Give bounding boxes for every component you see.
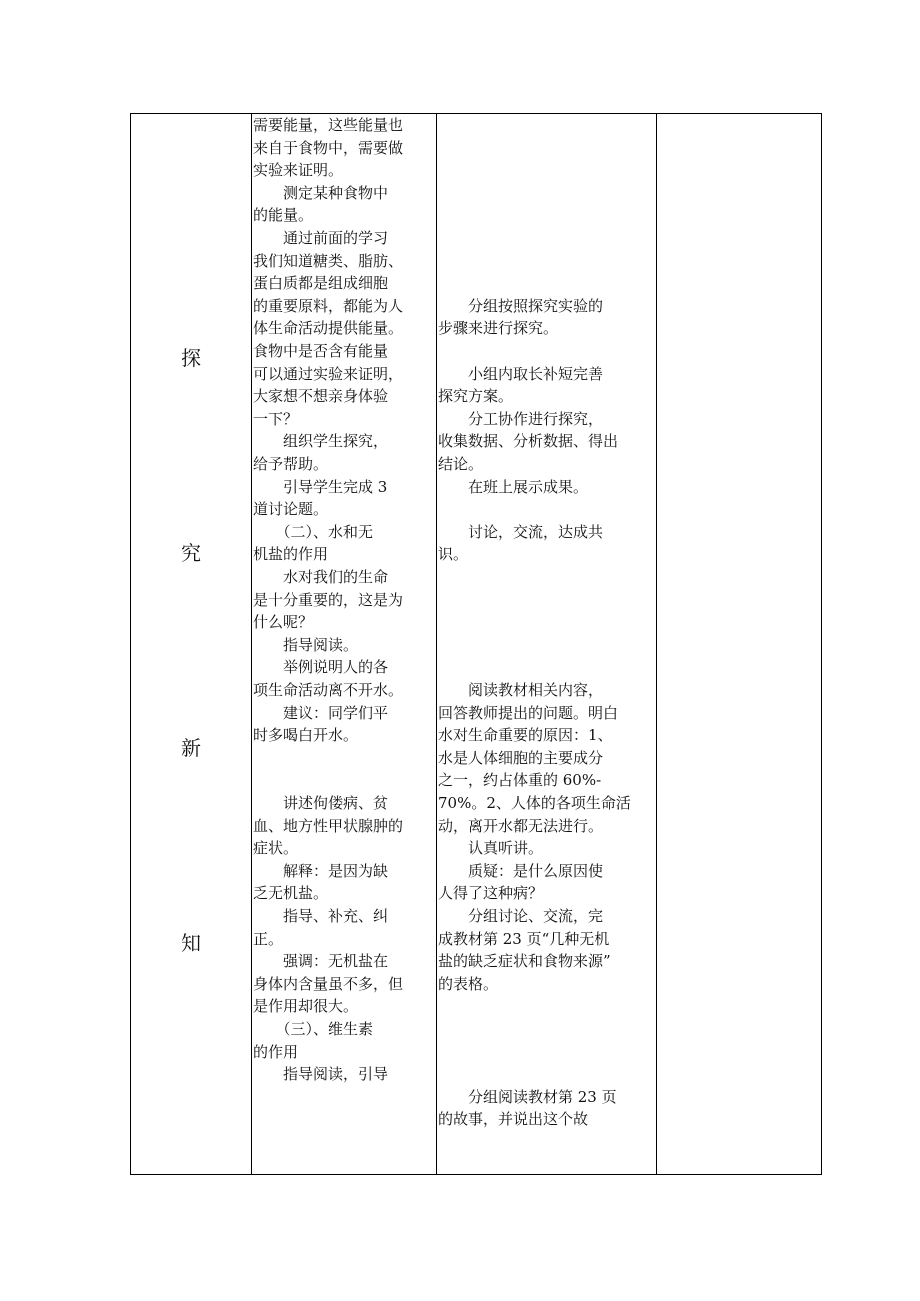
teacher-text-line: 建议：同学们平	[253, 703, 389, 722]
teacher-text-line: 的作用	[253, 1042, 299, 1061]
student-text-line: 分组讨论、交流，完	[438, 907, 604, 925]
teacher-text-line: 时多喝白开水。	[253, 726, 359, 745]
teacher-text-line: 引导学生完成 3	[253, 477, 388, 496]
student-text-line: 分工协作进行探究，	[438, 409, 604, 428]
teacher-activity-column	[252, 114, 436, 1174]
teacher-text-line: 项生命活动离不开水。	[253, 681, 404, 699]
student-text-line: 水对生命重要的原因：1、	[438, 726, 613, 745]
teacher-text-line: 指导阅读，引导	[253, 1065, 389, 1084]
teacher-text-line: 举例说明人的各	[253, 658, 389, 677]
teacher-text-line: 实验来证明。	[253, 161, 344, 180]
teacher-text-line: 血、地方性甲状腺肿的	[253, 816, 404, 835]
teacher-text-line: 蛋白质都是组成细胞	[253, 274, 389, 293]
teacher-text-line: 大家想不想亲身体验	[253, 387, 389, 406]
student-text-line: 回答教师提出的问题。明白	[438, 703, 619, 722]
teacher-text-line: 正。	[253, 929, 284, 948]
teacher-text-line: 强调：无机盐在	[253, 952, 389, 971]
teacher-text-line: 机盐的作用	[253, 545, 329, 564]
teacher-text-line: 解释：是因为缺	[253, 861, 389, 880]
student-text-line: 认真听讲。	[438, 839, 544, 858]
teacher-text-line: 是十分重要的，这是为	[253, 590, 404, 609]
teacher-text-line: 是作用却很大。	[253, 997, 359, 1016]
student-text-line: 水是人体细胞的主要成分	[438, 748, 604, 767]
student-text-line: 讨论，交流，达成共	[438, 522, 604, 541]
teacher-text-line: 测定某种食物中	[253, 183, 389, 202]
teacher-text-line: 通过前面的学习	[253, 229, 389, 247]
student-text-line: 的表格。	[438, 974, 499, 993]
student-text-line: 质疑：是什么原因使	[438, 861, 604, 880]
student-text-line: 人得了这种病？	[438, 884, 544, 903]
teacher-text-line: 给予帮助。	[253, 455, 329, 473]
student-text-line: 阅读教材相关内容，	[438, 681, 604, 699]
student-text-line: 识。	[438, 545, 469, 564]
teacher-text-line: 食物中是否含有能量	[253, 342, 389, 360]
stage-char: 知	[181, 931, 201, 955]
student-text-line: 成教材第 23 页“几种无机	[438, 929, 610, 948]
student-text-line: 在班上展示成果。	[438, 477, 589, 496]
notes-column	[657, 114, 821, 1174]
teacher-text-line: 我们知道糖类、脂肪、	[253, 251, 404, 270]
teacher-text-line: 的能量。	[253, 206, 314, 225]
student-text-line: 盐的缺乏症状和食物来源”	[438, 952, 611, 971]
student-text-line: 70%。2、人体的各项生命活	[438, 794, 631, 812]
teacher-text-line: （二）、水和无	[253, 522, 374, 541]
student-text-line: 之一，约占体重的 60%-	[438, 771, 602, 790]
teacher-text-line: 体生命活动提供能量。	[253, 319, 404, 338]
teacher-text-line: 来自于食物中，需要做	[253, 138, 404, 157]
stage-char: 新	[181, 736, 201, 760]
teacher-text-line: 身体内含量虽不多，但	[253, 974, 404, 993]
student-text-line: 收集数据、分析数据、得出	[438, 432, 619, 451]
teacher-text-line: 指导、补充、纠	[253, 907, 389, 925]
student-activity-column	[437, 114, 656, 1174]
teacher-text-line: 讲述佝偻病、贫	[253, 794, 389, 812]
stage-char: 探	[181, 346, 201, 370]
student-text-line: 分组阅读教材第 23 页	[438, 1087, 617, 1106]
student-text-line: 动，离开水都无法进行。	[438, 816, 604, 835]
teacher-text-line: 道讨论题。	[253, 500, 329, 519]
teacher-text-line: 水对我们的生命	[253, 568, 389, 586]
teacher-text-line: 一下？	[253, 409, 299, 428]
lesson-table	[130, 113, 822, 1175]
student-text-line: 分组按照探究实验的	[438, 296, 604, 315]
student-text-line: 的故事，并说出这个故	[438, 1110, 589, 1129]
teacher-text-line: 需要能量，这些能量也	[253, 116, 404, 134]
teacher-text-line: 指导阅读。	[253, 635, 359, 654]
teacher-text-line: 可以通过实验来证明，	[253, 364, 404, 383]
teacher-text-line: 组织学生探究，	[253, 432, 389, 451]
stage-column	[131, 114, 251, 1174]
teacher-text-line: 症状。	[253, 839, 299, 858]
stage-char: 究	[181, 541, 201, 565]
teacher-text-line: 什么呢？	[253, 613, 314, 632]
student-text-line: 小组内取长补短完善	[438, 364, 604, 383]
teacher-text-line: 的重要原料，都能为人	[253, 296, 404, 315]
student-text-line: 结论。	[438, 455, 484, 473]
student-text-line: 探究方案。	[438, 387, 514, 406]
teacher-text-line: （三）、维生素	[253, 1020, 374, 1038]
teacher-text-line: 乏无机盐。	[253, 884, 329, 903]
student-text-line: 步骤来进行探究。	[438, 319, 559, 338]
